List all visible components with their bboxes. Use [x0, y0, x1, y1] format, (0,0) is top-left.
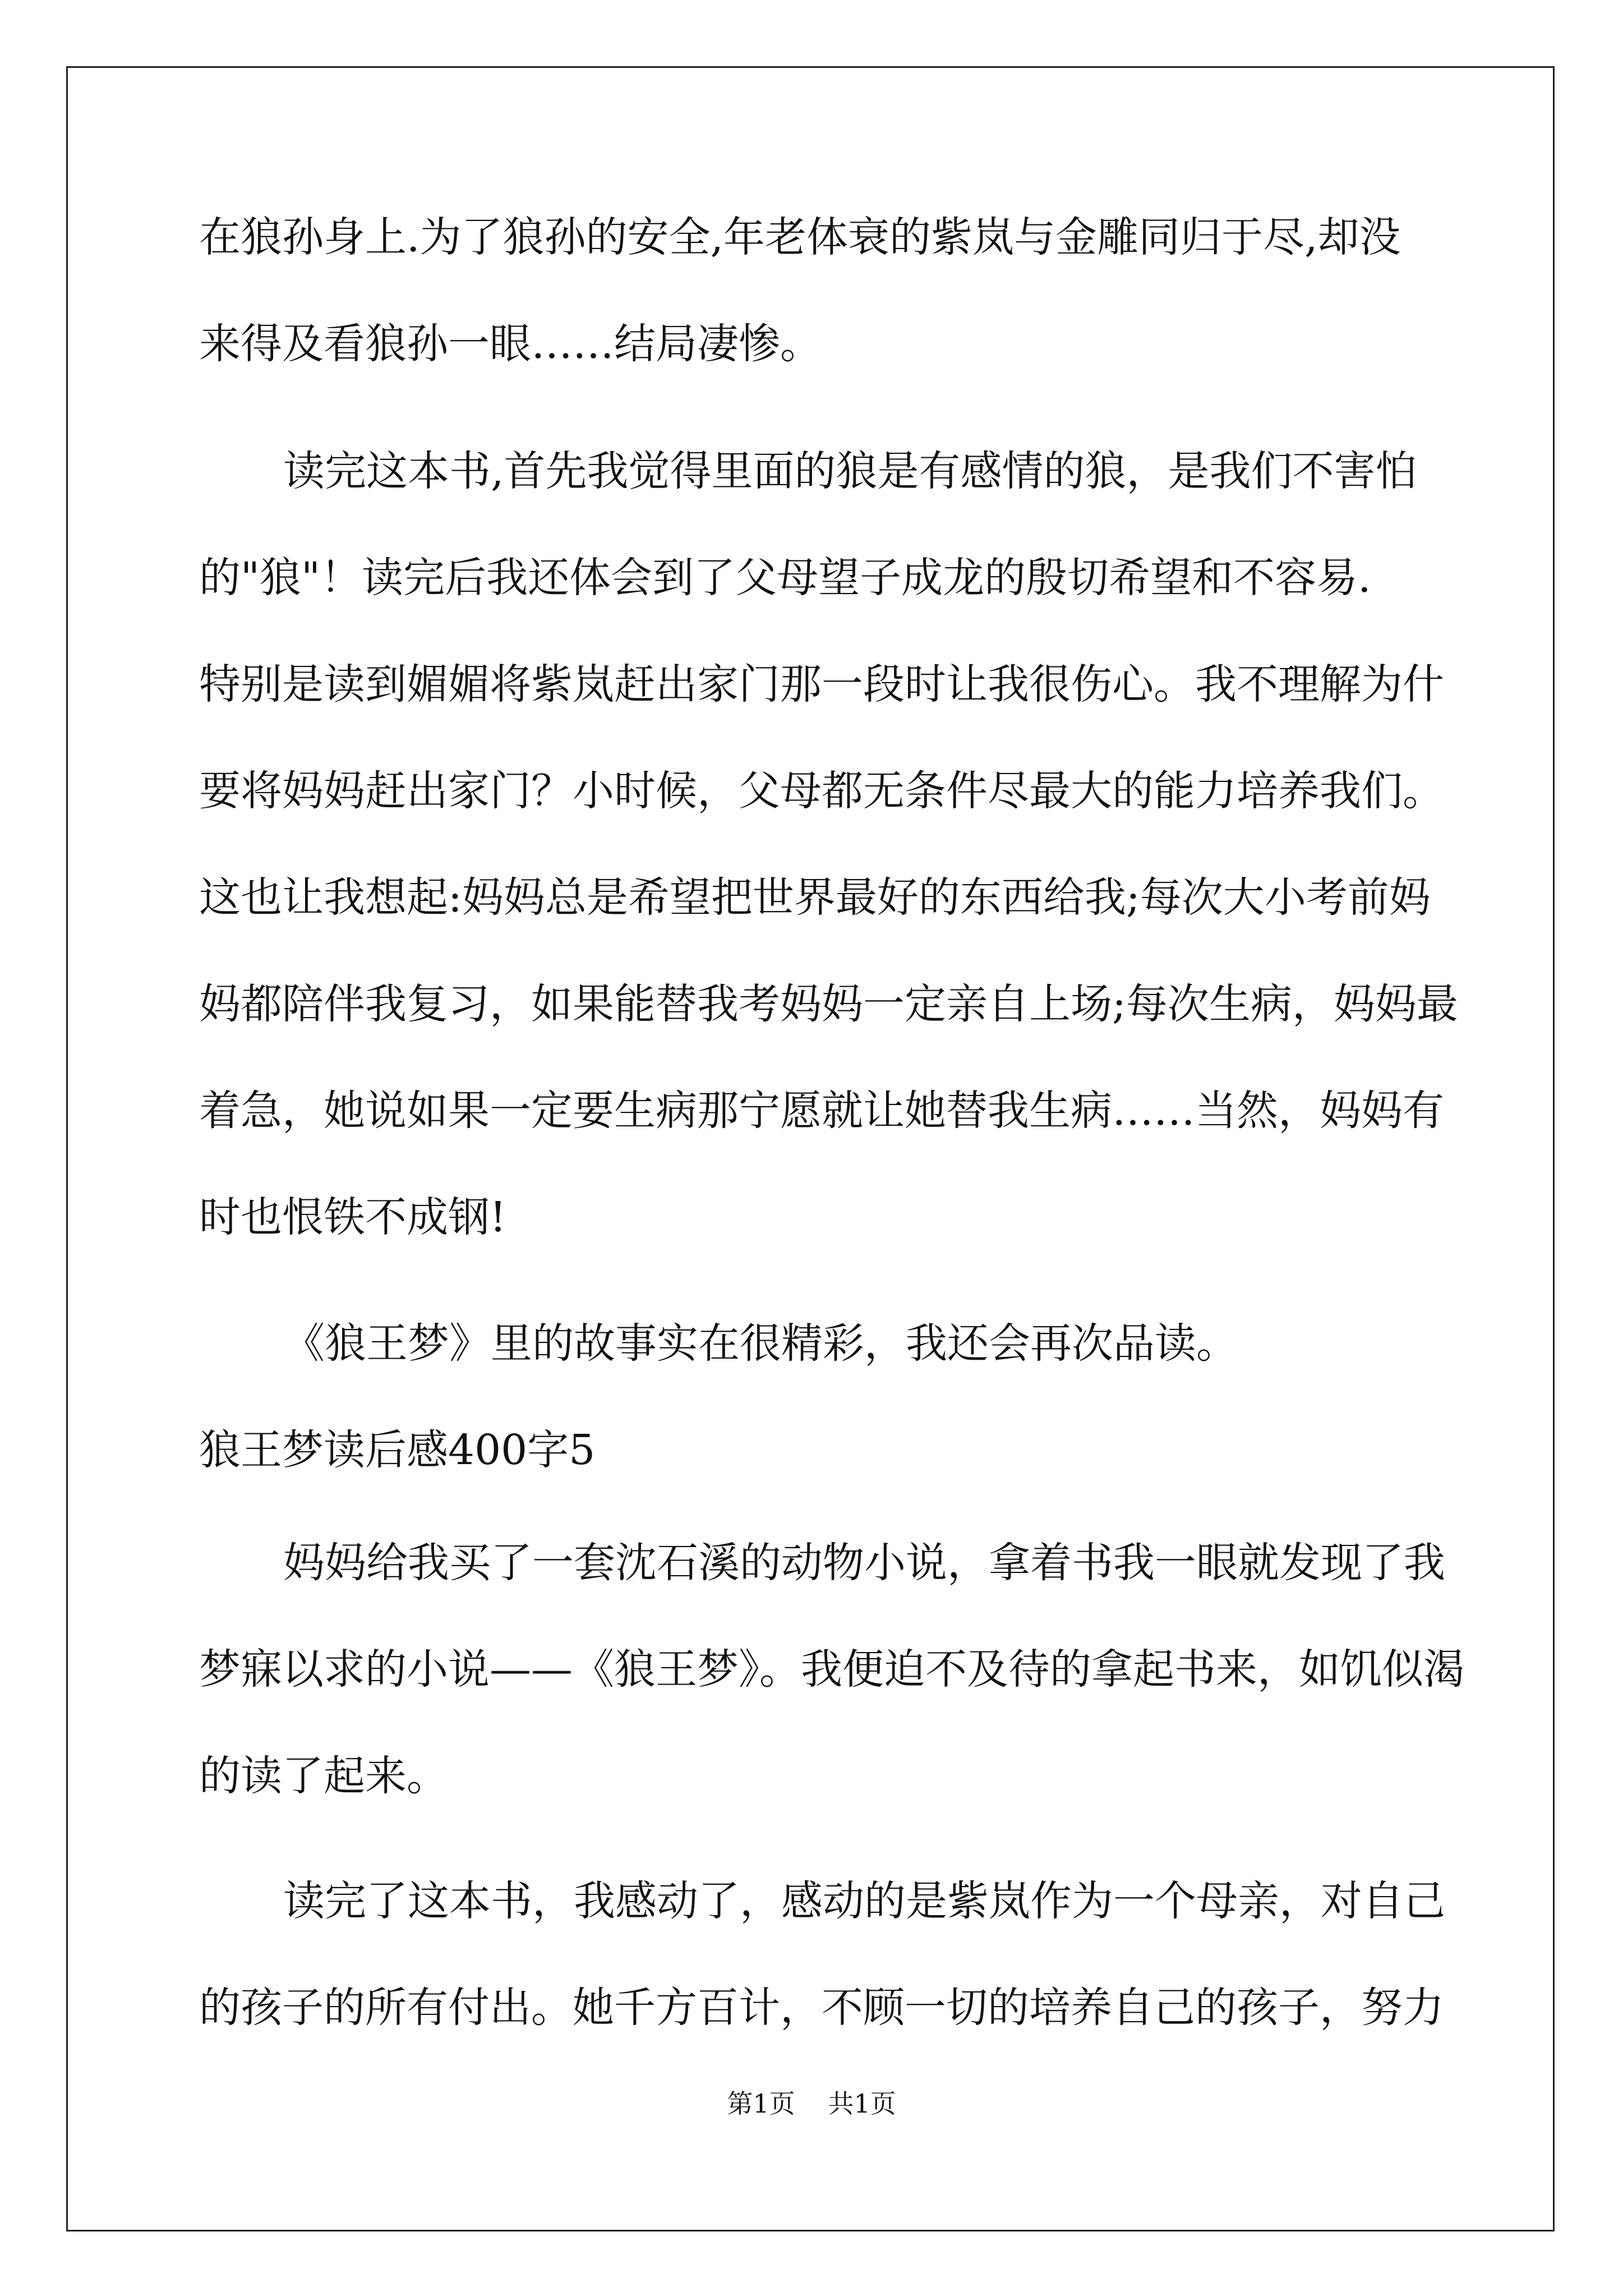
paragraph-start-line: 读完这本书,首先我觉得里面的狼是有感情的狼，是我们不害怕	[283, 447, 1417, 495]
text-line: 要将妈妈赶出家门？小时候，父母都无条件尽最大的能力培养我们。	[199, 767, 1444, 815]
text-line: 的读了起来。	[199, 1752, 448, 1800]
text-line: 的"狼"！读完后我还体会到了父母望子成龙的殷切希望和不容易.	[199, 554, 1371, 602]
text-line: 妈都陪伴我复习，如果能替我考妈妈一定亲自上场;每次生病，妈妈最	[199, 980, 1458, 1028]
text-line: 梦寐以求的小说——《狼王梦》。我便迫不及待的拿起书来，如饥似渴	[199, 1645, 1465, 1694]
section-heading: 狼王梦读后感400字5	[199, 1426, 596, 1474]
text-line: 着急，她说如果一定要生病那宁愿就让她替我生病……当然，妈妈有	[199, 1087, 1444, 1135]
text-line: 在狼孙身上.为了狼孙的安全,年老体衰的紫岚与金雕同归于尽,却没	[199, 213, 1401, 261]
page-number: 第1页	[727, 2088, 795, 2119]
text-line: 来得及看狼孙一眼……结局凄惨。	[199, 320, 822, 368]
paragraph-start-line: 读完了这本书，我感动了，感动的是紫岚作为一个母亲，对自己	[283, 1877, 1445, 1925]
page-total: 共1页	[828, 2088, 896, 2119]
text-line: 特别是读到媚媚将紫岚赶出家门那一段时让我很伤心。我不理解为什	[199, 660, 1444, 708]
paragraph-start-line: 妈妈给我买了一套沈石溪的动物小说，拿着书我一眼就发现了我	[283, 1539, 1445, 1587]
text-line: 的孩子的所有付出。她千方百计，不顾一切的培养自己的孩子，努力	[199, 1984, 1444, 2032]
paragraph-start-line: 《狼王梦》里的故事实在很精彩，我还会再次品读。	[283, 1319, 1238, 1368]
text-line: 这也让我想起:妈妈总是希望把世界最好的东西给我;每次大小考前妈	[199, 873, 1431, 922]
page-footer	[0, 2087, 1623, 2120]
text-line: 时也恨铁不成钢!	[199, 1193, 506, 1241]
